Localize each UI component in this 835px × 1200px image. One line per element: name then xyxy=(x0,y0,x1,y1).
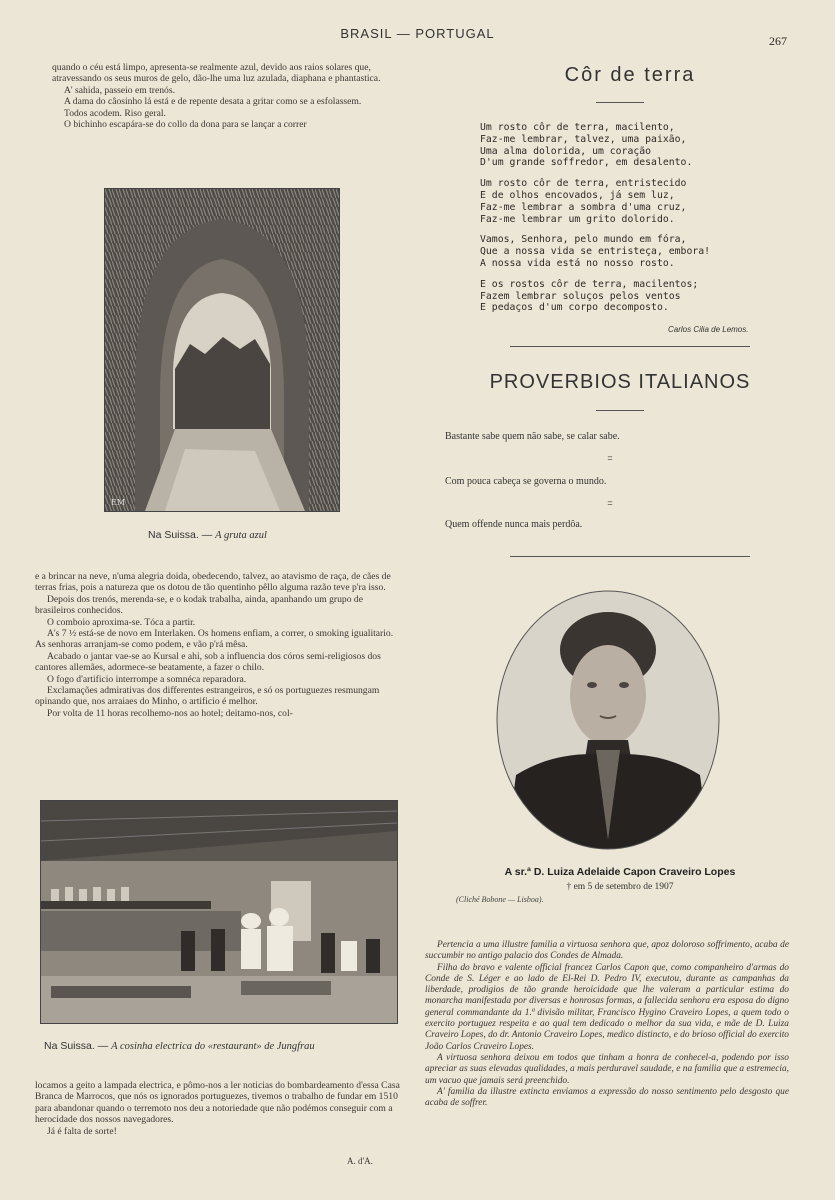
poem-body xyxy=(480,122,790,323)
paragraph: Depois dos trenós, merenda-se, e o kodak trabalha, ainda, apanhando um grupo de brasileiros conhecidos. xyxy=(35,593,363,617)
paragraph: Todos acodem. Riso geral. xyxy=(64,107,166,119)
poem-line: Um rosto côr de terra, entristecido xyxy=(480,178,687,190)
portrait-caption: A sr.ª D. Luiza Adelaide Capon Craveiro Lopes xyxy=(504,866,736,878)
poem-line: A nossa vida está no nosso rosto. xyxy=(480,257,675,269)
poem-line: D'um grande soffredor, em desalento. xyxy=(480,157,693,169)
photo-electric-kitchen xyxy=(40,800,398,1024)
paragraph: A dama do câosinho lá está e de repente desata a gritar como se a esfolassem. xyxy=(64,96,362,108)
paragraph: quando o céu está limpo, apresenta-se realmente azul, devido aos raios solares que, atravessando os seus muros de gelo, dão-lhe uma luz azulada, diaphana e phantastica. xyxy=(52,62,381,85)
divider xyxy=(510,556,750,557)
caption-place: Na Suissa. — xyxy=(148,529,213,541)
photo-caption-grotto xyxy=(148,529,267,541)
paragraph: A' sahida, passeio em trenós. xyxy=(64,84,175,96)
divider xyxy=(510,346,750,347)
poem-line: Um rosto côr de terra, macilento, xyxy=(480,122,675,133)
poem-line: Fazem lembrar soluços pelos ventos xyxy=(480,290,681,302)
caption-description: A cosinha electrica do «restaurant» de Jungfrau xyxy=(111,1041,315,1052)
kitchen-illustration xyxy=(41,801,397,1023)
poem-line: Que a nossa vida se entristeça, embora! xyxy=(480,246,711,258)
proverbs-title: PROVERBIOS ITALIANOS xyxy=(489,371,751,393)
paragraph: O bichinho escapára-se do collo da dona para se lançar a correr xyxy=(64,119,307,131)
poem-stanza xyxy=(480,234,790,269)
separator-mark: = xyxy=(607,453,613,463)
page-number: 267 xyxy=(769,34,787,48)
caption-description: A gruta azul xyxy=(215,530,267,541)
paragraph: O fogo d'artificio interrompe a somnéca reparadora. xyxy=(47,673,247,685)
portrait-photo xyxy=(496,590,720,850)
article-signature: A. d'A. xyxy=(347,1156,373,1166)
paragraph: Já é falta de sorte! xyxy=(47,1125,117,1137)
divider xyxy=(596,410,644,411)
grotto-illustration xyxy=(105,189,339,511)
paragraph: Exclamações admirativas dos differentes estrangeiros, e só os portuguezes resmungam opinando que, nos arraiaes do Minho, o artificio é melhor. xyxy=(35,685,380,708)
poem-line: E os rostos côr de terra, macilentos; xyxy=(480,278,699,290)
poem-line: Uma alma dolorida, um coração xyxy=(480,145,652,157)
poem-title: Côr de terra xyxy=(564,64,696,86)
proverb: Com pouca cabeça se governa o mundo. xyxy=(445,476,607,487)
separator-mark: = xyxy=(607,498,613,508)
paragraph: A' familia da illustre extincta enviamos a expressão do nosso sentimento pelo desgosto que acaba de soffrer. xyxy=(425,1086,789,1109)
divider xyxy=(596,102,644,103)
photo-credit: (Cliché Bobone — Lisboa). xyxy=(456,895,544,904)
poem-stanza xyxy=(480,178,790,225)
poem-line: Faz-me lembrar a sombra d'uma cruz, xyxy=(480,201,687,213)
article-continuation-bottom xyxy=(35,1080,400,1137)
poem-line: Faz-me lembrar, talvez, uma paixão, xyxy=(480,133,687,145)
running-header: BRASIL — PORTUGAL xyxy=(340,26,495,41)
poem-line: E pedaços d'um corpo decomposto. xyxy=(480,302,669,314)
photo-blue-grotto xyxy=(104,188,340,512)
article-continuation-mid xyxy=(35,571,403,719)
proverb: Bastante sabe quem não sabe, se calar sabe. xyxy=(445,431,620,442)
paragraph: locamos a geito a lampada electrica, e pômo-nos a ler noticias do bombardeamento d'essa Casa Branca de Marrocos, que nós os ignorados portuguezes, tivemos o trabalho de fundar em 1510 para abandonar quando o terremoto nos deu a notoriedade que não podémos conseguir com a herocidade dos nossos navegadores. xyxy=(35,1080,400,1126)
paragraph: A virtuosa senhora deixou em todos que tinham a honra de conhecel-a, podendo por isso apreciar as suas elevadas qualidades, a mais perduravel saudade, e na familia que a estremecia, um vacuo que jamais será preenchido. xyxy=(425,1052,789,1086)
paragraph: O comboio aproxima-se. Tóca a partir. xyxy=(47,616,196,628)
proverb: Quem offende nunca mais perdôa. xyxy=(445,519,583,530)
photo-monogram: EM xyxy=(111,498,126,507)
poem-stanza xyxy=(480,122,790,169)
death-date: † em 5 de setembro de 1907 xyxy=(566,882,674,892)
paragraph: Acabado o jantar vae-se ao Kursal e ahi, sob a influencia dos córos semi-religiosos dos cantores allemães, adormece-se beatamente, a fazer o chilo. xyxy=(35,650,381,674)
poem-line: Vamos, Senhora, pelo mundo em fóra, xyxy=(480,234,687,246)
portrait-illustration xyxy=(496,590,720,850)
photo-caption-kitchen xyxy=(44,1040,315,1052)
paragraph: Filha do bravo e valente official francez Carlos Capon que, como companheiro d'armas do Conde de S. Léger e ao lado de El-Rei D. Pedro IV, executou, durante as campanhas da liberdade, prodigios de tão grande heroicidade que lhe valeram a particular estima do monarcha manifestada por diversas e honrosas formas, a fallecida senhora era esposa do digno general commandante da 1.ª divisão militar, Francisco Hygino Craveiro Lopes, a quem todo o exercito portuguez respeita e ao qual tem dedicado o melhor da sua vida, e mãe de D. Luiza Craveiro Lopes, do dr. Antonio Craveiro Lopes, medico distincto, e do brioso official do exercito João Carlos Craveiro Lopes. xyxy=(425,962,789,1052)
poem-stanza xyxy=(480,279,790,314)
caption-place: Na Suissa. — xyxy=(44,1040,109,1052)
paragraph: Pertencia a uma illustre familia a virtuosa senhora que, apoz doloroso soffrimento, acaba de succumbir no antigo palacio dos Condes de Almada. xyxy=(425,940,789,962)
poem-line: E de olhos encovados, já sem luz, xyxy=(480,189,675,201)
poem-line: Faz-me lembrar um grito dolorido. xyxy=(480,213,675,225)
paragraph: e a brincar na neve, n'uma alegria doida, obedecendo, talvez, ao atavismo de raça, de cães de terras frias, pois a natureza que os dotou de tão quentinho pêllo alguma razão teve p'ra isso. xyxy=(35,571,391,594)
obituary-text xyxy=(425,940,789,1109)
paragraph: A's 7 ½ está-se de novo em Interlaken. Os homens enfiam, a correr, o smoking igualitario. As senhoras arranjam-se como podem, e vão p'rá mêsa. xyxy=(35,628,394,651)
article-continuation-top xyxy=(52,62,407,130)
poem-author: Carlos Cilia de Lemos. xyxy=(668,325,749,334)
paragraph: Por volta de 11 horas recolhemo-nos ao hotel; deitamo-nos, col- xyxy=(47,707,293,719)
